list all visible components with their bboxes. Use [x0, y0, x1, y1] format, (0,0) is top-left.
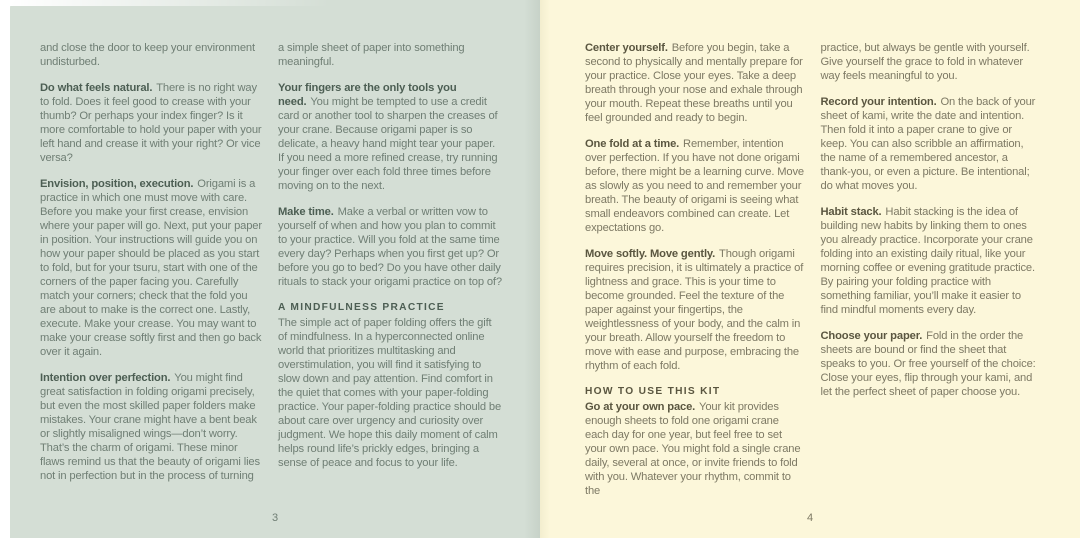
paragraph [40, 177, 264, 359]
paragraph-text: Before you begin, take a second to physically and mentally prepare for your practice. Close your eyes. Take a deep breath through your nose and exhale through your mouth. Repeat these breaths until you feel grounded and ready to begin. [585, 42, 803, 124]
paragraph [278, 41, 502, 69]
paragraph-text: Fold in the order the sheets are bound or find the sheet that speaks to you. Or free yourself of the choice: Close your eyes, flip through your kami, and let the perfect sheet of paper choose you. [820, 330, 1036, 398]
paragraph-text: There is no right way to fold. Does it feel good to crease with your thumb? Or perhaps your index finger? Is it more comfortable to hold your paper with your left hand and crease it with your right? Or vice versa? [40, 82, 262, 164]
paragraph-text: Make a verbal or written vow to yourself of when and how you plan to commit to your practice. Will you fold at the same time every day? Perhaps when you first get up? Or before you go to bed? Do you have other daily rituals to stack your origami practice on top of? [278, 206, 502, 288]
paragraph [278, 316, 502, 470]
paragraph-text: Habit stacking is the idea of building new habits by linking them to ones you already practice. Incorporate your crane folding into an existing daily ritual, like your morning coffee or evening gratitude practice. By pairing your folding practice with something familiar, you’ll make it easier to find mindful moments every day. [820, 206, 1035, 316]
page-number-right: 4 [806, 512, 814, 524]
paragraph [585, 41, 805, 125]
paragraph-lead: Your fingers are the only tools you need. [278, 82, 457, 108]
text-column [821, 41, 1041, 510]
right-page [540, 0, 1080, 538]
paragraph [278, 81, 502, 193]
paragraph-lead: Choose your paper. [820, 330, 923, 342]
paragraph-text: Though origami requires precision, it is ultimately a practice of lightness and grace. This is your time to become grounded. Feel the texture of the paper against your fingertips, the weightlessness of your body, and the calm in your breath. Allow yourself the freedom to move with ease and purpose, embracing the rhythm of each fold. [585, 248, 804, 372]
paragraph [585, 137, 805, 235]
paragraph-lead: Move softly. Move gently. [585, 248, 716, 260]
paragraph-text: On the back of your sheet of kami, write the date and intention. Then fold it into a paper crane to give or keep. You can also scribble an affirmation, the name of a remembered ancestor, a thank-you, or even a picture. Be intentional; do what moves you. [820, 96, 1036, 192]
page-number-left: 3 [271, 512, 279, 524]
paragraph [40, 81, 264, 165]
section-heading: HOW TO USE THIS KIT [585, 386, 721, 397]
paragraph-text: You might be tempted to use a credit card or another tool to sharpen the creases of your crane. Because origami paper is so delicate, a heavy hand might tear your paper. If you need a more refined crease, try running your finger over each fold three times before moving on to the next. [278, 96, 498, 192]
paragraph [821, 329, 1041, 399]
paragraph-lead: Make time. [278, 206, 334, 218]
paragraph-lead: Go at your own pace. [585, 401, 696, 413]
left-page-columns [10, 0, 540, 495]
paragraph-text: and close the door to keep your environment undisturbed. [40, 42, 255, 68]
paragraph-text: a simple sheet of paper into something meaningful. [278, 42, 465, 68]
paragraph [278, 205, 502, 289]
section-heading: A MINDFULNESS PRACTICE [278, 302, 445, 313]
text-column [585, 41, 805, 510]
paragraph-lead: Do what feels natural. [40, 82, 153, 94]
paragraph-text: The simple act of paper folding offers the gift of mindfulness. In a hyperconnected online world that prioritizes multitasking and overstimulation, you will find it satisfying to slow down and pay attention. Find comfort in the quiet that comes with your paper-folding practice. Your paper-folding practice should be about care over urgency and curiosity over judgment. We hope this daily moment of calm helps round life’s prickly edges, bringing a sense of peace and focus to your life. [278, 317, 502, 469]
paragraph-lead: One fold at a time. [585, 138, 680, 150]
paragraph [821, 95, 1041, 193]
paragraph [40, 371, 264, 483]
text-column [40, 41, 264, 495]
paragraph-lead: Habit stack. [820, 206, 882, 218]
paragraph [585, 247, 805, 373]
paragraph-text: practice, but always be gentle with yourself. Give yourself the grace to fold in whatever way feels meaningful to you. [820, 42, 1030, 82]
paragraph-lead: Intention over perfection. [40, 372, 171, 384]
paragraph [585, 400, 805, 498]
paragraph-text: Your kit provides enough sheets to fold one origami crane each day for one year, but feel free to set your own pace. You might fold a single crane daily, several at once, or invite friends to fold with you. Whatever your rhythm, commit to the [585, 401, 801, 497]
paragraph-text: You might find great satisfaction in folding origami precisely, but even the most skilled paper folders make mistakes. Your crane might have a bent beak or slightly misaligned wings—don’t worry. That’s the charm of origami. These minor flaws remind us that the beauty of origami lies not in perfection but in the process of turning [40, 372, 260, 482]
right-page-columns [540, 0, 1080, 510]
paragraph-lead: Record your intention. [820, 96, 937, 108]
paragraph [40, 41, 264, 69]
paragraph-lead: Center yourself. [585, 42, 668, 54]
paragraph [821, 41, 1041, 83]
paragraph [821, 205, 1041, 317]
paragraph-lead: Envision, position, execution. [40, 178, 194, 190]
text-column [278, 41, 502, 495]
paragraph-text: Remember, intention over perfection. If you have not done origami before, there might be a learning curve. Move as slowly as you need to and remember your breath. The beauty of origami is seeing what small endeavors combined can create. Let expectations go. [585, 138, 804, 234]
left-page [10, 0, 540, 538]
paragraph-text: Origami is a practice in which one must move with care. Before you make your first crease, envision where your paper will go. Next, put your paper in position. Your instructions will guide you on how your paper should be placed as you start to fold, but for your tsuru, start with one of the corners of the paper facing you. Carefully match your corners; check that the fold you are about to make is the correct one. Lastly, execute. Make your crease. You may want to make your crease softly first and then go back over it again. [40, 178, 262, 358]
